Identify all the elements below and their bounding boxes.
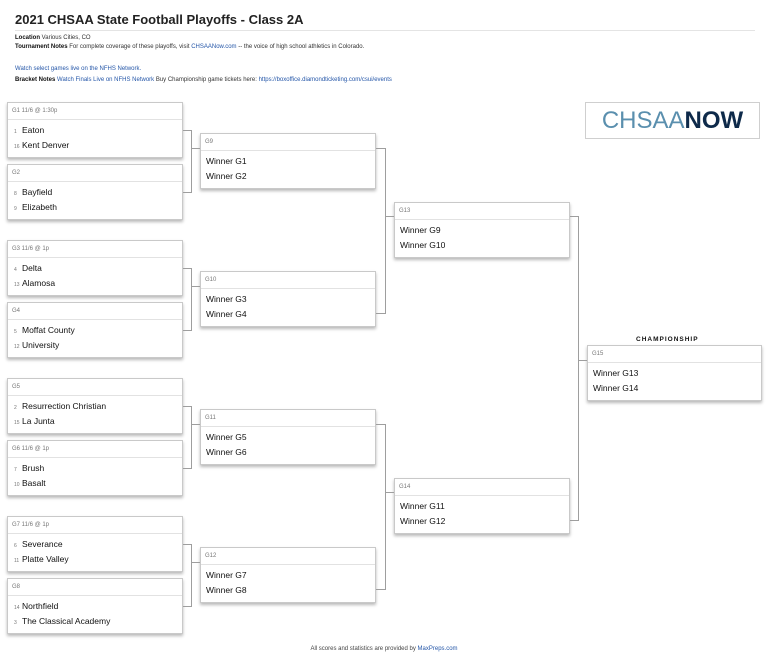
team-seed: 15	[14, 420, 20, 426]
match-header: G10	[205, 277, 217, 283]
bracket-notes-text: Buy Championship game tickets here:	[155, 77, 257, 83]
team-name: Alamosa	[22, 278, 56, 288]
match-g1[interactable]	[7, 102, 183, 158]
connector-line	[385, 492, 394, 493]
connector-line	[191, 406, 192, 469]
team-row[interactable]: Winner G9	[400, 225, 441, 235]
match-header-divider	[201, 150, 375, 151]
team-seed: 16	[14, 144, 20, 150]
team-name: The Classical Academy	[22, 616, 111, 626]
connector-line	[570, 520, 578, 521]
team-row[interactable]	[14, 278, 55, 288]
match-header: G4	[12, 308, 21, 314]
match-header-divider	[588, 362, 761, 363]
logo-text-chsaa: CHSAA	[601, 106, 685, 134]
match-header-divider	[8, 257, 182, 258]
team-row[interactable]: Winner G5	[206, 432, 247, 442]
match-header-divider	[8, 395, 182, 396]
match-g9[interactable]	[200, 133, 376, 189]
team-row[interactable]	[14, 187, 52, 197]
match-g11[interactable]	[200, 409, 376, 465]
connector-line	[578, 216, 579, 521]
match-header: G1 11/6 @ 1:30p	[12, 108, 58, 114]
connector-line	[191, 562, 200, 563]
match-header: G9	[205, 139, 214, 145]
team-row[interactable]	[14, 416, 55, 426]
match-g13[interactable]	[394, 202, 570, 258]
connector-line	[183, 544, 191, 545]
team-row[interactable]: Winner G2	[206, 171, 247, 181]
match-header-divider	[395, 219, 569, 220]
footer-text: All scores and statistics are provided by	[310, 646, 416, 652]
team-row[interactable]	[14, 616, 110, 626]
team-row[interactable]	[14, 263, 42, 273]
team-seed: 6	[14, 543, 17, 549]
match-header: G11	[205, 415, 216, 421]
tournament-notes-prefix: For complete coverage of these playoffs, visit	[69, 44, 190, 50]
match-header-divider	[8, 595, 182, 596]
team-name: Kent Denver	[22, 140, 70, 150]
team-row[interactable]: Winner G12	[400, 516, 446, 526]
match-header: G15	[592, 351, 604, 357]
team-row[interactable]	[14, 601, 58, 611]
connector-line	[578, 360, 587, 361]
location-label: Location	[15, 35, 40, 41]
team-seed: 13	[14, 282, 20, 288]
team-row[interactable]	[14, 325, 75, 335]
team-name: Basalt	[22, 478, 46, 488]
match-header-divider	[201, 288, 375, 289]
team-name: Elizabeth	[22, 202, 57, 212]
connector-line	[191, 148, 200, 149]
connector-line	[376, 148, 385, 149]
match-g14[interactable]	[394, 478, 570, 534]
match-header: G2	[12, 170, 21, 176]
connector-line	[183, 468, 191, 469]
team-row[interactable]: Winner G13	[593, 368, 639, 378]
team-name: Resurrection Christian	[22, 401, 107, 411]
bracket-notes-line	[15, 76, 392, 84]
team-row[interactable]	[14, 554, 69, 564]
maxpreps-link[interactable]: MaxPreps.com	[417, 646, 458, 652]
team-row[interactable]: Winner G4	[206, 309, 247, 319]
match-header-divider	[8, 319, 182, 320]
connector-line	[191, 286, 200, 287]
championship-label: CHAMPIONSHIP	[636, 336, 699, 343]
bracket-notes-label: Bracket Notes	[15, 77, 56, 83]
team-row[interactable]: Winner G10	[400, 240, 446, 250]
chsaanow-link[interactable]: CHSAANow.com	[191, 44, 237, 50]
team-name: University	[22, 340, 60, 350]
connector-line	[376, 313, 385, 314]
connector-line	[385, 216, 394, 217]
match-header: G13	[399, 208, 411, 214]
connector-line	[183, 130, 191, 131]
team-seed: 7	[14, 467, 17, 473]
connector-line	[191, 544, 192, 607]
logo-text-now: NOW	[684, 106, 744, 134]
chsaanow-logo[interactable]	[585, 102, 760, 139]
team-row[interactable]: Winner G3	[206, 294, 247, 304]
connector-line	[385, 424, 386, 590]
team-seed: 1	[14, 129, 17, 135]
match-g6[interactable]	[7, 440, 183, 496]
location-value: Various Cities, CO	[41, 35, 91, 41]
team-name: Eaton	[22, 125, 45, 135]
connector-line	[183, 606, 191, 607]
team-row[interactable]	[14, 140, 69, 150]
connector-line	[376, 424, 385, 425]
team-seed: 8	[14, 191, 17, 197]
page-title: 2021 CHSAA State Football Playoffs - Class 2A	[15, 12, 304, 27]
team-row[interactable]: Winner G1	[206, 156, 247, 166]
match-g12[interactable]	[200, 547, 376, 603]
tournament-notes-suffix: -- the voice of high school athletics in Colorado.	[238, 44, 365, 50]
title-divider	[15, 30, 755, 31]
team-row[interactable]: Winner G6	[206, 447, 247, 457]
match-g5[interactable]	[7, 378, 183, 434]
connector-line	[191, 268, 192, 331]
team-name: Platte Valley	[22, 554, 69, 564]
team-row[interactable]	[14, 478, 46, 488]
team-name: La Junta	[22, 416, 55, 426]
match-header-divider	[395, 495, 569, 496]
team-seed: 5	[14, 329, 17, 335]
team-seed: 3	[14, 620, 17, 626]
connector-line	[191, 130, 192, 193]
match-header: G5	[12, 384, 21, 390]
team-row[interactable]: Winner G8	[206, 585, 247, 595]
team-name: Brush	[22, 463, 45, 473]
nfhs-finals-link[interactable]: Watch Finals Live on NFHS Network	[57, 77, 155, 83]
connector-line	[570, 216, 578, 217]
team-seed: 2	[14, 405, 17, 411]
team-seed: 11	[14, 558, 20, 564]
match-g4[interactable]	[7, 302, 183, 358]
match-g3[interactable]	[7, 240, 183, 296]
tournament-notes-label: Tournament Notes	[15, 44, 68, 50]
team-row[interactable]	[14, 125, 44, 135]
team-seed: 10	[14, 482, 20, 488]
match-header-divider	[8, 533, 182, 534]
match-header: G12	[205, 553, 217, 559]
team-row[interactable]	[14, 463, 44, 473]
tournament-notes-line	[15, 43, 364, 51]
team-row[interactable]	[14, 539, 63, 549]
match-header: G7 11/6 @ 1p	[12, 522, 50, 528]
footer-credits	[0, 646, 768, 652]
match-header: G6 11/6 @ 1p	[12, 446, 50, 452]
team-name: Northfield	[22, 601, 59, 611]
team-row[interactable]: Winner G7	[206, 570, 247, 580]
team-row[interactable]: Winner G14	[593, 383, 639, 393]
team-name: Severance	[22, 539, 63, 549]
connector-line	[183, 330, 191, 331]
match-header: G14	[399, 484, 411, 490]
connector-line	[183, 268, 191, 269]
team-seed: 9	[14, 206, 17, 212]
team-seed: 14	[14, 605, 20, 611]
match-g8[interactable]	[7, 578, 183, 634]
connector-line	[183, 406, 191, 407]
connector-line	[191, 424, 200, 425]
match-header: G8	[12, 584, 21, 590]
team-row[interactable]	[14, 340, 59, 350]
team-row[interactable]	[14, 401, 106, 411]
match-header-divider	[8, 119, 182, 120]
team-row[interactable]	[14, 202, 57, 212]
match-header-divider	[201, 426, 375, 427]
tickets-link[interactable]: https://boxoffice.diamondticketing.com/csui/events	[258, 77, 392, 83]
match-header-divider	[8, 181, 182, 182]
team-name: Bayfield	[22, 187, 53, 197]
match-header: G3 11/6 @ 1p	[12, 246, 50, 252]
match-header-divider	[201, 564, 375, 565]
match-g15-championship[interactable]	[587, 345, 762, 401]
team-seed: 4	[14, 267, 17, 273]
connector-line	[376, 589, 385, 590]
connector-line	[385, 148, 386, 314]
match-g7[interactable]	[7, 516, 183, 572]
team-seed: 12	[14, 344, 20, 350]
nfhs-watch-link[interactable]: Watch select games live on the NFHS Network.	[15, 66, 142, 72]
team-name: Moffat County	[22, 325, 75, 335]
team-name: Delta	[22, 263, 42, 273]
match-g2[interactable]	[7, 164, 183, 220]
location-line	[15, 34, 91, 42]
team-row[interactable]: Winner G11	[400, 501, 445, 511]
match-g10[interactable]	[200, 271, 376, 327]
match-header-divider	[8, 457, 182, 458]
connector-line	[183, 192, 191, 193]
